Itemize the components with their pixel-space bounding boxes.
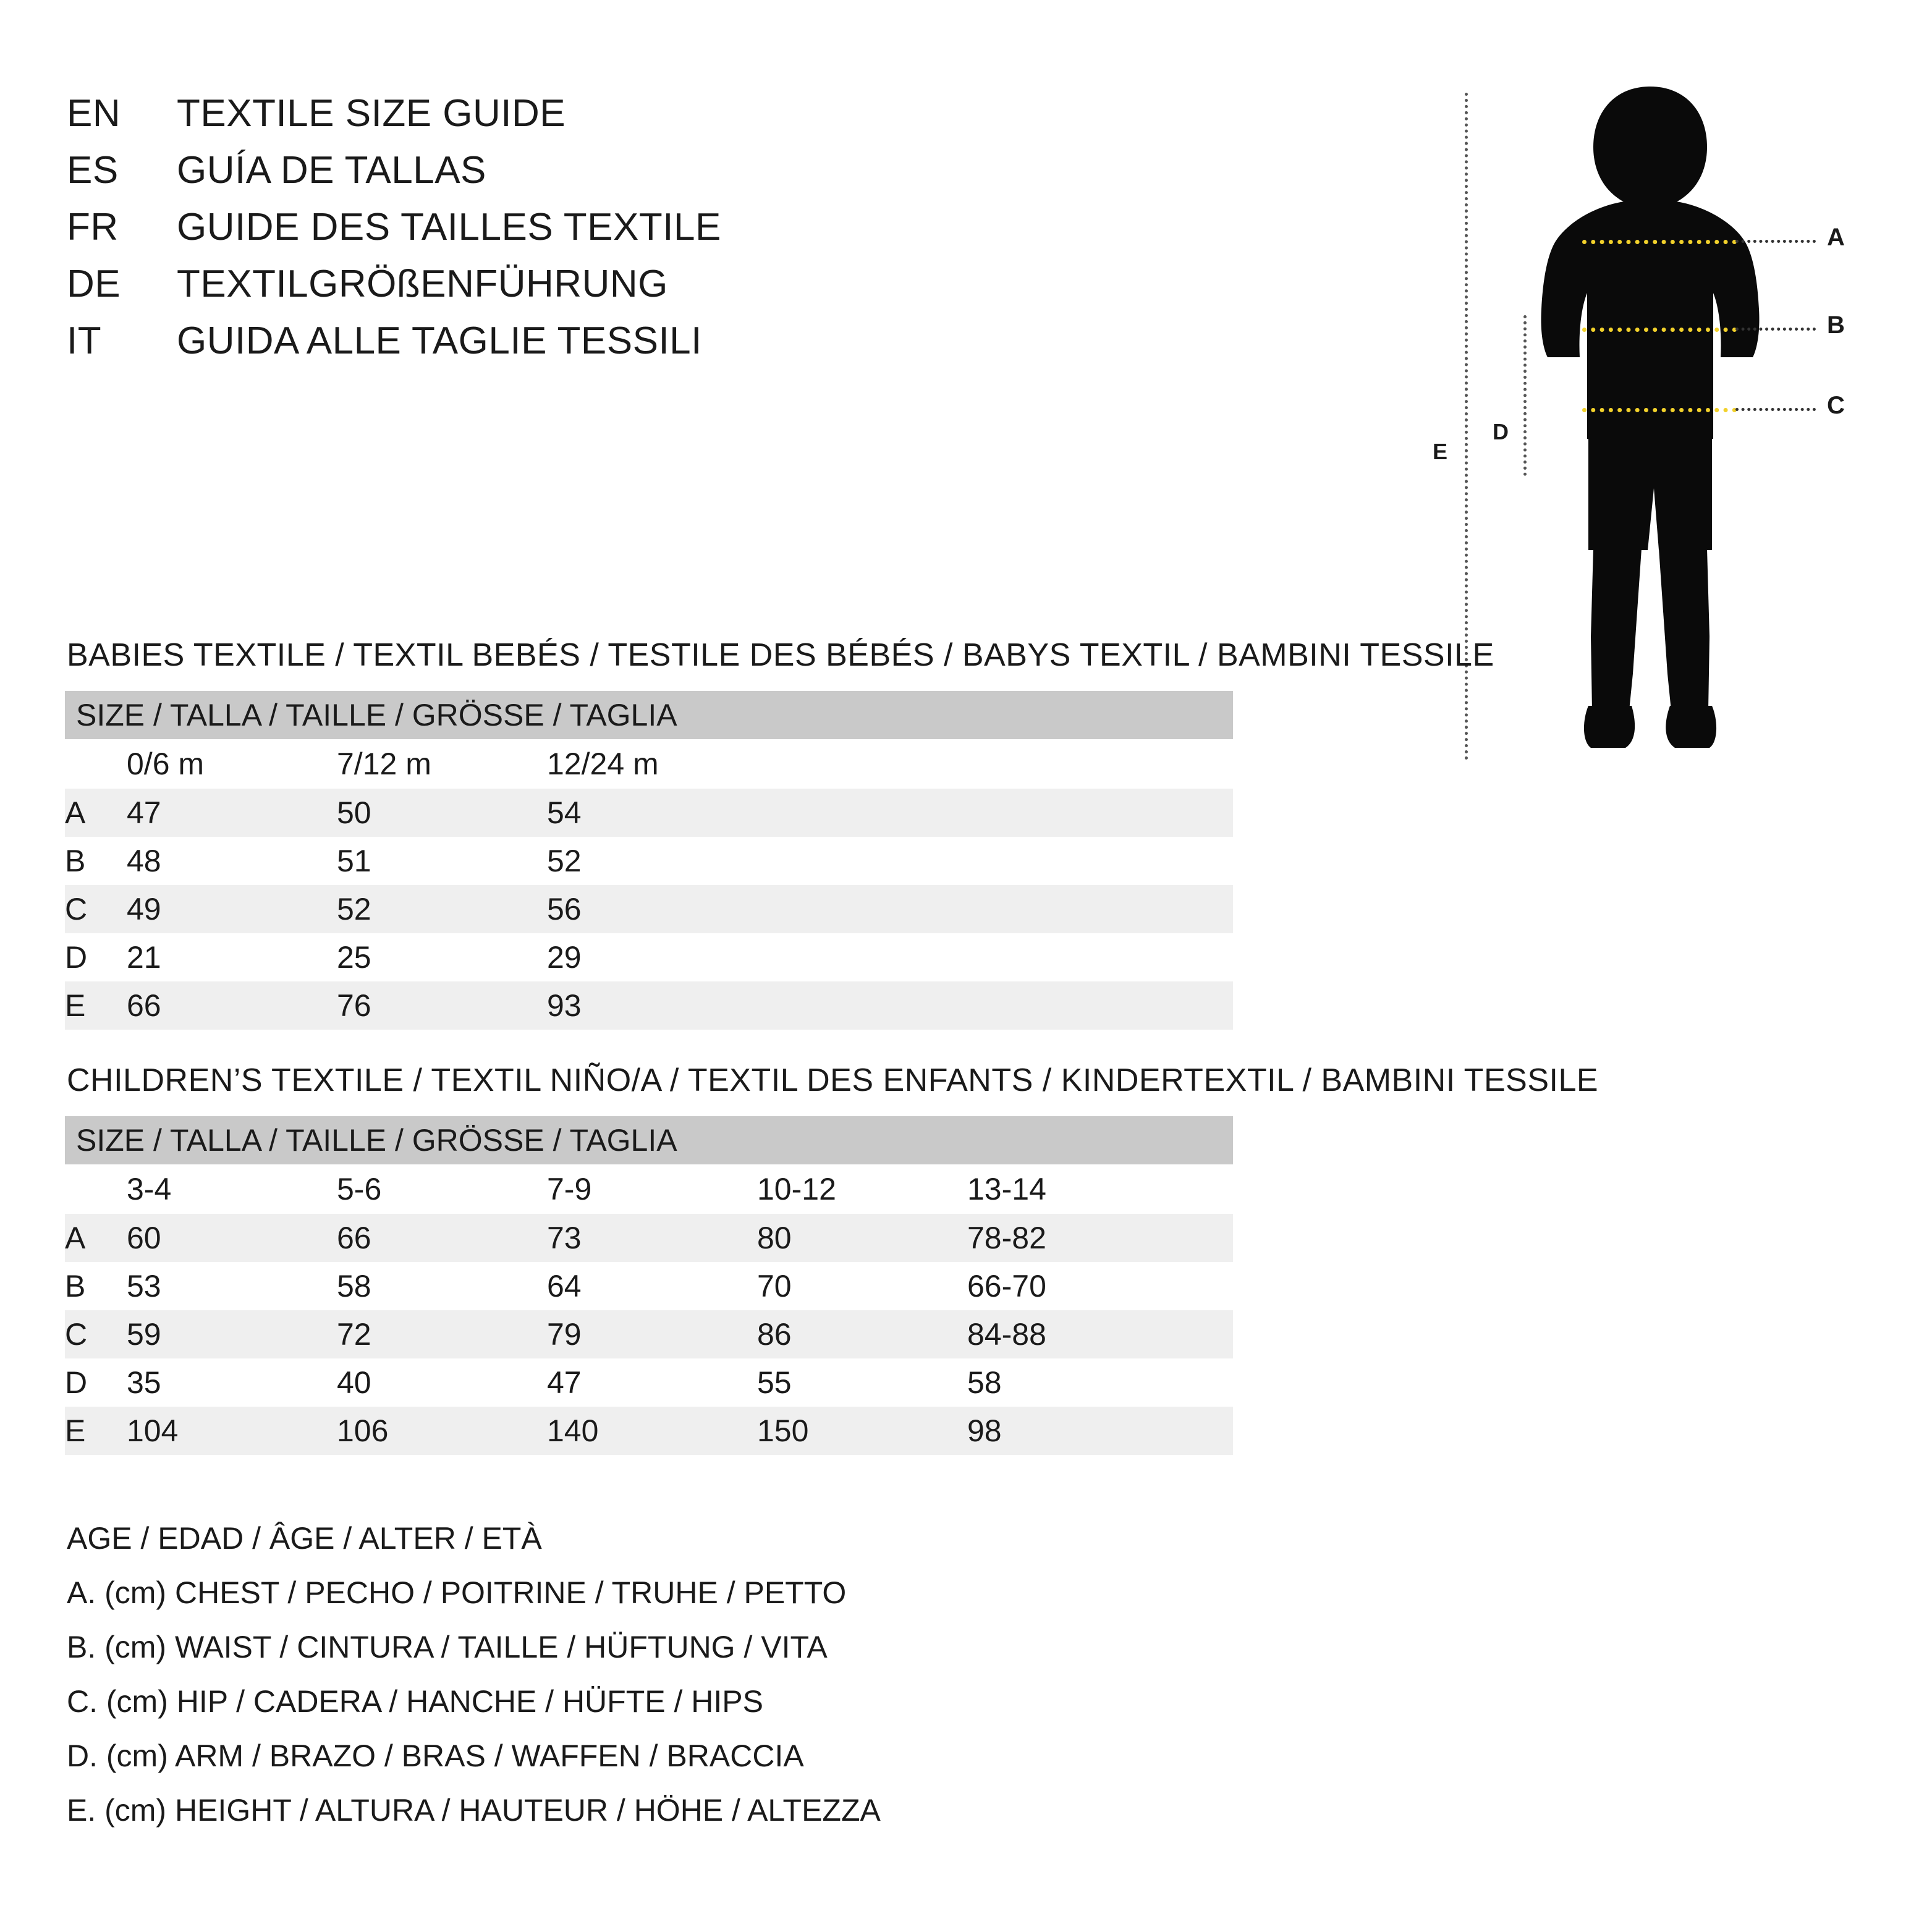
- cell-value: 52: [337, 885, 547, 933]
- cell-value: 84-88: [967, 1310, 1233, 1358]
- cell-value: 64: [547, 1262, 757, 1310]
- hip-measure-line: [1582, 408, 1737, 412]
- row-label: E: [65, 1407, 127, 1455]
- table-row: [65, 789, 1233, 837]
- cell-value: 54: [547, 789, 1233, 837]
- language-row: [67, 319, 1241, 376]
- cell-value: 55: [757, 1358, 967, 1407]
- language-code: EN: [67, 92, 121, 135]
- babies-column-header: 0/6 m: [127, 739, 337, 789]
- cell-value: 47: [547, 1358, 757, 1407]
- language-code: FR: [67, 206, 119, 248]
- children-column-header-row: [65, 1164, 1233, 1214]
- child-silhouette-icon: [1527, 80, 1774, 766]
- row-label: C: [65, 1310, 127, 1358]
- chest-measure-line: [1582, 240, 1737, 244]
- row-label: D: [65, 1358, 127, 1407]
- language-title: TEXTILE SIZE GUIDE: [177, 92, 566, 135]
- waist-measure-line: [1582, 328, 1737, 332]
- babies-section-title: BABIES TEXTILE / TEXTIL BEBÉS / TESTILE DES BÉBÉS / BABYS TEXTIL / BAMBINI TESSILE: [67, 637, 1494, 673]
- children-column-header: 7-9: [547, 1164, 757, 1214]
- cell-value: 80: [757, 1214, 967, 1262]
- cell-value: 47: [127, 789, 337, 837]
- legend-line: A. (cm) CHEST / PECHO / POITRINE / TRUHE / PETTO: [67, 1575, 847, 1610]
- children-table-header-row: [65, 1116, 1233, 1164]
- table-row: [65, 1262, 1233, 1310]
- empty-corner-cell: [65, 739, 127, 789]
- table-row: [65, 933, 1233, 981]
- cell-value: 86: [757, 1310, 967, 1358]
- cell-value: 150: [757, 1407, 967, 1455]
- cell-value: 60: [127, 1214, 337, 1262]
- babies-column-header-row: [65, 739, 1233, 789]
- legend-line: AGE / EDAD / ÂGE / ALTER / ETÀ: [67, 1521, 542, 1556]
- row-label: A: [65, 1214, 127, 1262]
- measurement-figure: [1409, 80, 1879, 779]
- row-label: A: [65, 789, 127, 837]
- language-row: [67, 148, 1241, 205]
- language-row: [67, 91, 1241, 148]
- table-row: [65, 981, 1233, 1030]
- table-row: [65, 1358, 1233, 1407]
- language-code: DE: [67, 263, 121, 305]
- language-row: [67, 262, 1241, 319]
- cell-value: 51: [337, 837, 547, 885]
- babies-table-header-row: [65, 691, 1233, 739]
- language-title: TEXTILGRÖßENFÜHRUNG: [177, 263, 668, 305]
- cell-value: 50: [337, 789, 547, 837]
- table-row: [65, 837, 1233, 885]
- chest-leader-line: [1735, 240, 1816, 243]
- arm-dimension-label: D: [1493, 419, 1509, 444]
- children-size-table: [65, 1116, 1233, 1455]
- children-column-header: 10-12: [757, 1164, 967, 1214]
- waist-leader-line: [1735, 328, 1816, 331]
- cell-value: 56: [547, 885, 1233, 933]
- legend-line: B. (cm) WAIST / CINTURA / TAILLE / HÜFTUNG / VITA: [67, 1630, 828, 1664]
- cell-value: 66-70: [967, 1262, 1233, 1310]
- empty-corner-cell: [65, 1164, 127, 1214]
- cell-value: 21: [127, 933, 337, 981]
- legend-line: C. (cm) HIP / CADERA / HANCHE / HÜFTE / HIPS: [67, 1684, 763, 1719]
- children-column-header: 13-14: [967, 1164, 1233, 1214]
- row-label: B: [65, 837, 127, 885]
- children-column-header: 5-6: [337, 1164, 547, 1214]
- legend-line: D. (cm) ARM / BRAZO / BRAS / WAFFEN / BRACCIA: [67, 1739, 804, 1773]
- cell-value: 79: [547, 1310, 757, 1358]
- waist-marker-label: B: [1827, 311, 1845, 339]
- row-label: E: [65, 981, 127, 1030]
- cell-value: 25: [337, 933, 547, 981]
- babies-column-header: 12/24 m: [547, 739, 1233, 789]
- cell-value: 73: [547, 1214, 757, 1262]
- cell-value: 48: [127, 837, 337, 885]
- cell-value: 49: [127, 885, 337, 933]
- babies-size-header: SIZE / TALLA / TAILLE / GRÖSSE / TAGLIA: [65, 691, 1233, 739]
- cell-value: 78-82: [967, 1214, 1233, 1262]
- table-row: [65, 885, 1233, 933]
- row-label: D: [65, 933, 127, 981]
- cell-value: 106: [337, 1407, 547, 1455]
- table-row: [65, 1214, 1233, 1262]
- table-row: [65, 1310, 1233, 1358]
- cell-value: 93: [547, 981, 1233, 1030]
- chest-marker-label: A: [1827, 224, 1845, 251]
- babies-column-header: 7/12 m: [337, 739, 547, 789]
- cell-value: 140: [547, 1407, 757, 1455]
- language-code: IT: [67, 320, 102, 362]
- language-title: GUIDE DES TAILLES TEXTILE: [177, 206, 721, 248]
- cell-value: 70: [757, 1262, 967, 1310]
- hip-leader-line: [1735, 408, 1816, 411]
- cell-value: 76: [337, 981, 547, 1030]
- cell-value: 35: [127, 1358, 337, 1407]
- language-code: ES: [67, 149, 119, 192]
- table-row: [65, 1407, 1233, 1455]
- language-title-list: [67, 91, 1241, 376]
- cell-value: 40: [337, 1358, 547, 1407]
- cell-value: 104: [127, 1407, 337, 1455]
- hip-marker-label: C: [1827, 392, 1845, 419]
- cell-value: 66: [127, 981, 337, 1030]
- cell-value: 66: [337, 1214, 547, 1262]
- babies-size-table: [65, 691, 1233, 1030]
- children-size-header: SIZE / TALLA / TAILLE / GRÖSSE / TAGLIA: [65, 1116, 1233, 1164]
- children-column-header: 3-4: [127, 1164, 337, 1214]
- language-title: GUIDA ALLE TAGLIE TESSILI: [177, 320, 702, 362]
- legend-line: E. (cm) HEIGHT / ALTURA / HAUTEUR / HÖHE / ALTEZZA: [67, 1793, 881, 1828]
- height-dimension-label: E: [1433, 439, 1448, 464]
- measurement-legend: [67, 1520, 881, 1847]
- language-title: GUÍA DE TALLAS: [177, 149, 486, 192]
- cell-value: 59: [127, 1310, 337, 1358]
- children-section-title: CHILDREN’S TEXTILE / TEXTIL NIÑO/A / TEXTIL DES ENFANTS / KINDERTEXTIL / BAMBINI TESSILE: [67, 1062, 1599, 1098]
- row-label: B: [65, 1262, 127, 1310]
- row-label: C: [65, 885, 127, 933]
- cell-value: 29: [547, 933, 1233, 981]
- cell-value: 72: [337, 1310, 547, 1358]
- cell-value: 98: [967, 1407, 1233, 1455]
- language-row: [67, 205, 1241, 262]
- cell-value: 53: [127, 1262, 337, 1310]
- cell-value: 58: [337, 1262, 547, 1310]
- cell-value: 52: [547, 837, 1233, 885]
- cell-value: 58: [967, 1358, 1233, 1407]
